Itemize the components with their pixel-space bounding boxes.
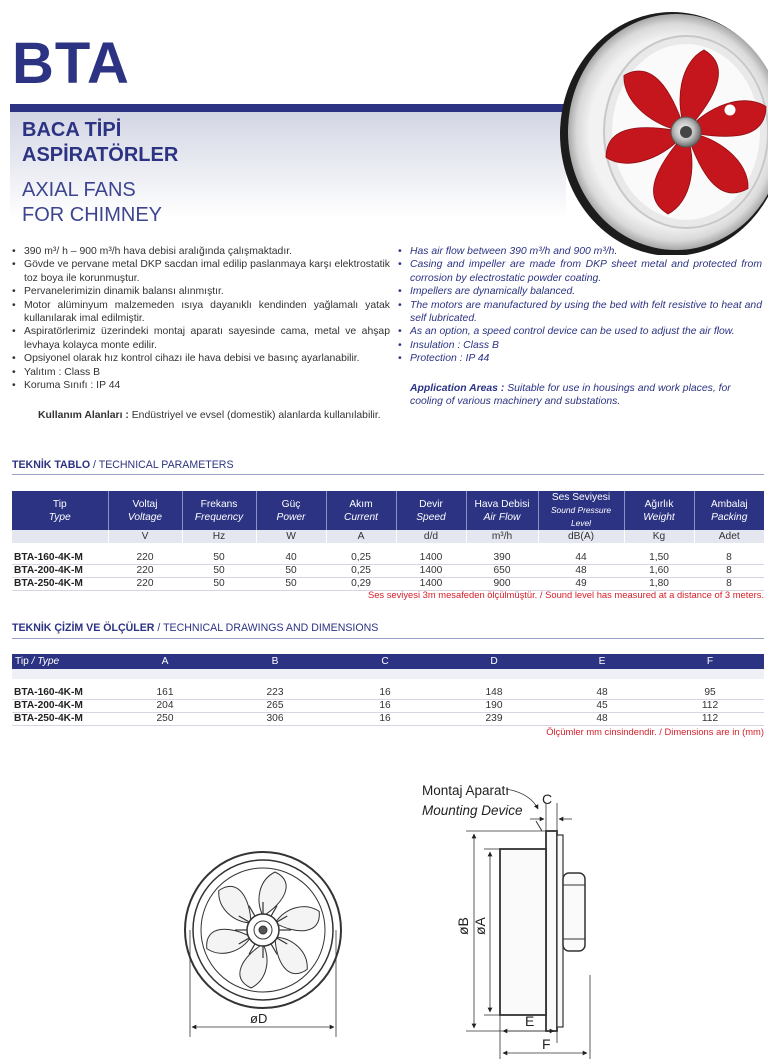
table-row: BTA-200-4K-M 220 50 50 0,25 1400 650 48 1,60 8 <box>12 565 764 578</box>
usage-tr <box>12 409 390 422</box>
spacer-row <box>12 679 764 687</box>
header-band <box>10 104 566 112</box>
header-current: Akım Current <box>326 491 396 530</box>
table-row: BTA-200-4K-M 204 265 16 190 45 112 <box>12 700 764 713</box>
list-item: • Opsiyonel olarak hız kontrol cihazı ile hava debisi ve basınç ayarlanabilir. <box>12 352 390 365</box>
mounting-label-tr: Montaj Aparatı <box>422 783 510 798</box>
sound-level-note: Ses seviyesi 3m mesafeden ölçülmüştür. / Sound level has measured at a distance of 3 meters. <box>367 589 764 600</box>
list-item: • 390 m³/ h – 900 m³/h hava debisi aralığında çalışmaktadır. <box>12 245 390 258</box>
usage-en <box>398 382 762 409</box>
list-item: • Pervanelerimizin dinamik balansı alınmıştır. <box>12 285 390 298</box>
header-d: D <box>440 654 548 669</box>
label-a: øA <box>472 917 488 935</box>
dims-section-divider <box>12 638 764 639</box>
list-item: • Protection : IP 44 <box>398 352 762 365</box>
tech-section-title <box>12 459 234 471</box>
table-row: BTA-160-4K-M 161 223 16 148 48 95 <box>12 687 764 700</box>
header-f: F <box>656 654 764 669</box>
table-row: BTA-250-4K-M 250 306 16 239 48 112 <box>12 713 764 726</box>
list-item: • Yalıtım : Class B <box>12 366 390 379</box>
header-speed: Devir Speed <box>396 491 466 530</box>
usage-en-text: Suitable for use in housings and work places, for cooling of various machinery and substations. <box>410 382 731 408</box>
list-item: • Insulation : Class B <box>398 339 762 352</box>
list-item: • Has air flow between 390 m³/h and 900 m³/h. <box>398 245 762 258</box>
list-item: • As an option, a speed control device can be used to adjust the air flow. <box>398 325 762 338</box>
header-voltage: Voltaj Voltage <box>108 491 182 530</box>
header-type: Tip / Type <box>12 654 110 669</box>
units-row: V Hz W A d/d m³/h dB(A) Kg Adet <box>12 530 764 543</box>
table-row: BTA-160-4K-M 220 50 40 0,25 1400 390 44 1,50 8 <box>12 552 764 565</box>
title-en-line1: AXIAL FANS <box>22 179 136 201</box>
list-item: • Casing and impeller are made from DKP sheet metal and protected from corrosion by electrostatic powder coating. <box>398 258 762 285</box>
list-item: • Koruma Sınıfı : IP 44 <box>12 379 390 392</box>
label-d: øD <box>250 1011 268 1026</box>
header-power: Güç Power <box>256 491 326 530</box>
list-item: • Gövde ve pervane metal DKP sacdan imal edilip paslanmaya karşı elektrostatik toz boya ile korunmuştur. <box>12 258 390 285</box>
header-c: C <box>330 654 440 669</box>
label-e: E <box>525 1013 535 1029</box>
tech-title-en: / TECHNICAL PARAMETERS <box>90 459 234 471</box>
header-packing: Ambalaj Packing <box>694 491 764 530</box>
spacer-row <box>12 669 764 679</box>
tech-section-divider <box>12 474 764 475</box>
list-item: • The motors are manufactured by using the bed with felt resistive to heat and self lubricated. <box>398 299 762 326</box>
features-tr-list <box>12 245 390 392</box>
front-view <box>185 852 341 1008</box>
header-type: Tip Type <box>12 491 108 530</box>
usage-tr-text: Endüstriyel ve evsel (domestik) alanlarda kullanılabilir. <box>128 410 381 422</box>
side-view <box>500 821 585 1031</box>
label-f: F <box>542 1036 551 1052</box>
usage-en-label: Application Areas : <box>410 382 505 394</box>
dims-title-tr: TEKNİK ÇİZİM VE ÖLÇÜLER <box>12 622 155 634</box>
title-tr-line1: BACA TİPİ <box>22 119 122 141</box>
header-frequency: Frekans Frequency <box>182 491 256 530</box>
table-header-row <box>12 654 764 669</box>
header-a: A <box>110 654 220 669</box>
table-row: BTA-250-4K-M 220 50 50 0,29 1400 900 49 1,80 8 <box>12 578 764 591</box>
header-air-flow: Hava Debisi Air Flow <box>466 491 538 530</box>
features-en-list <box>398 245 762 366</box>
dimensions-note: Ölçümler mm cinsindendir. / Dimensions are in (mm) <box>546 726 764 737</box>
features-tr <box>12 245 390 423</box>
spacer-row <box>12 543 764 552</box>
brand-title: BTA <box>12 31 130 96</box>
title-tr-line2: ASPİRATÖRLER <box>22 144 179 166</box>
header-e: E <box>548 654 656 669</box>
dims-title-en: / TECHNICAL DRAWINGS AND DIMENSIONS <box>154 622 379 634</box>
usage-tr-label: Kullanım Alanları : <box>38 410 129 422</box>
dims-section-title <box>12 622 378 634</box>
list-item: • Motor alüminyum malzemeden ısıya dayanıklı kendinden yağlamalı yatak kullanılarak imal edilmiştir. <box>12 299 390 326</box>
label-b: øB <box>455 917 471 935</box>
title-en-line2: FOR CHIMNEY <box>22 204 162 226</box>
header-weight: Ağırlık Weight <box>624 491 694 530</box>
dimensions-table <box>12 654 764 726</box>
tech-title-tr: TEKNİK TABLO <box>12 459 91 471</box>
table-header-row <box>12 491 764 530</box>
header-b: B <box>220 654 330 669</box>
list-item: • Aspiratörlerimiz üzerindeki montaj aparatı sayesinde cama, metal ve ahşap levhaya kolayca monte edilir. <box>12 325 390 352</box>
technical-parameters-table <box>12 491 764 591</box>
fan-product-image <box>540 10 768 255</box>
technical-drawing <box>170 775 770 1063</box>
features-en <box>398 245 762 408</box>
mounting-label-en: Mounting Device <box>422 803 523 818</box>
list-item: • Impellers are dynamically balanced. <box>398 285 762 298</box>
label-c: C <box>542 791 553 807</box>
header-sound-level: Ses Seviyesi Sound Pressure Level <box>538 491 624 530</box>
